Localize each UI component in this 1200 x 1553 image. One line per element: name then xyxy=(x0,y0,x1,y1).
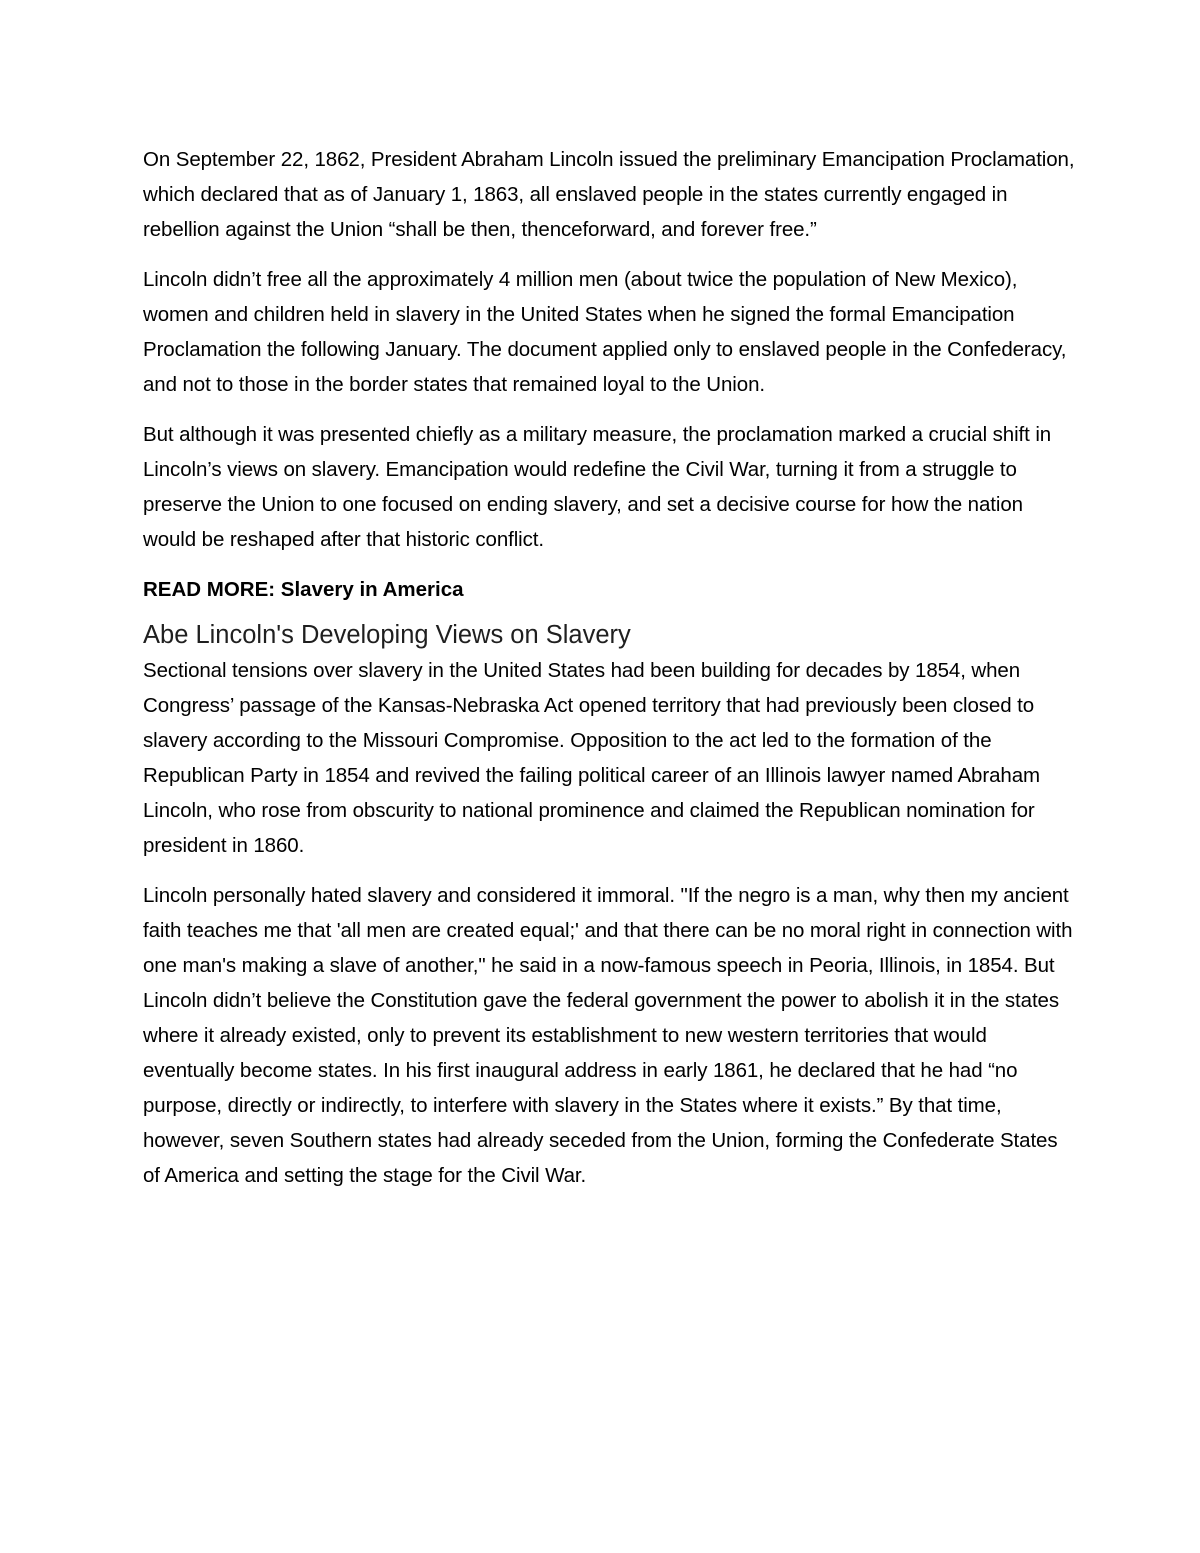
paragraph-sectional-tensions: Sectional tensions over slavery in the United States had been building for decades by 1854, when Congress’ passage of the Kansas-Nebraska Act opened territory that had previously been closed to slavery according to the Missouri Compromise. Opposition to the act led to the formation of the Republican Party in 1854 and revived the failing political career of an Illinois lawyer named Abraham Lincoln, who rose from obscurity to national prominence and claimed the Republican nomination for president in 1860. xyxy=(143,659,1040,857)
paragraph-shift-in-views: But although it was presented chiefly as a military measure, the proclamation marked a crucial shift in Lincoln’s views on slavery. Emancipation would redefine the Civil War, turning it from a struggle to preserve the Union to one focused on ending slavery, and set a decisive course for how the nation would be reshaped after that historic conflict. xyxy=(143,423,1052,551)
paragraph-scope-of-proclamation: Lincoln didn’t free all the approximately 4 million men (about twice the population of New Mexico), women and children held in slavery in the United States when he signed the formal Emancipation Proclamation the following January. The document applied only to enslaved people in the Confederacy, and not to those in the border states that remained loyal to the Union. xyxy=(143,268,1067,396)
section-heading: Abe Lincoln's Developing Views on Slavery xyxy=(143,621,631,649)
paragraph-preliminary-proclamation: On September 22, 1862, President Abraham Lincoln issued the preliminary Emancipation Proclamation, which declared that as of January 1, 1863, all enslaved people in the states currently engaged in rebellion against the Union “shall be then, thenceforward, and forever free.” xyxy=(143,148,1075,241)
document-page xyxy=(143,142,1078,1208)
read-more-slavery-in-america: READ MORE: Slavery in America xyxy=(143,578,464,601)
paragraph-lincoln-hated-slavery: Lincoln personally hated slavery and considered it immoral. "If the negro is a man, why then my ancient faith teaches me that 'all men are created equal;' and that there can be no moral right in connection with one man's making a slave of another," he said in a now-famous speech in Peoria, Illinois, in 1854. But Lincoln didn’t believe the Constitution gave the federal government the power to abolish it in the states where it already existed, only to prevent its establishment to new western territories that would eventually become states. In his first inaugural address in early 1861, he declared that he had “no purpose, directly or indirectly, to interfere with slavery in the States where it exists.” By that time, however, seven Southern states had already seceded from the Union, forming the Confederate States of America and setting the stage for the Civil War. xyxy=(143,884,1073,1187)
